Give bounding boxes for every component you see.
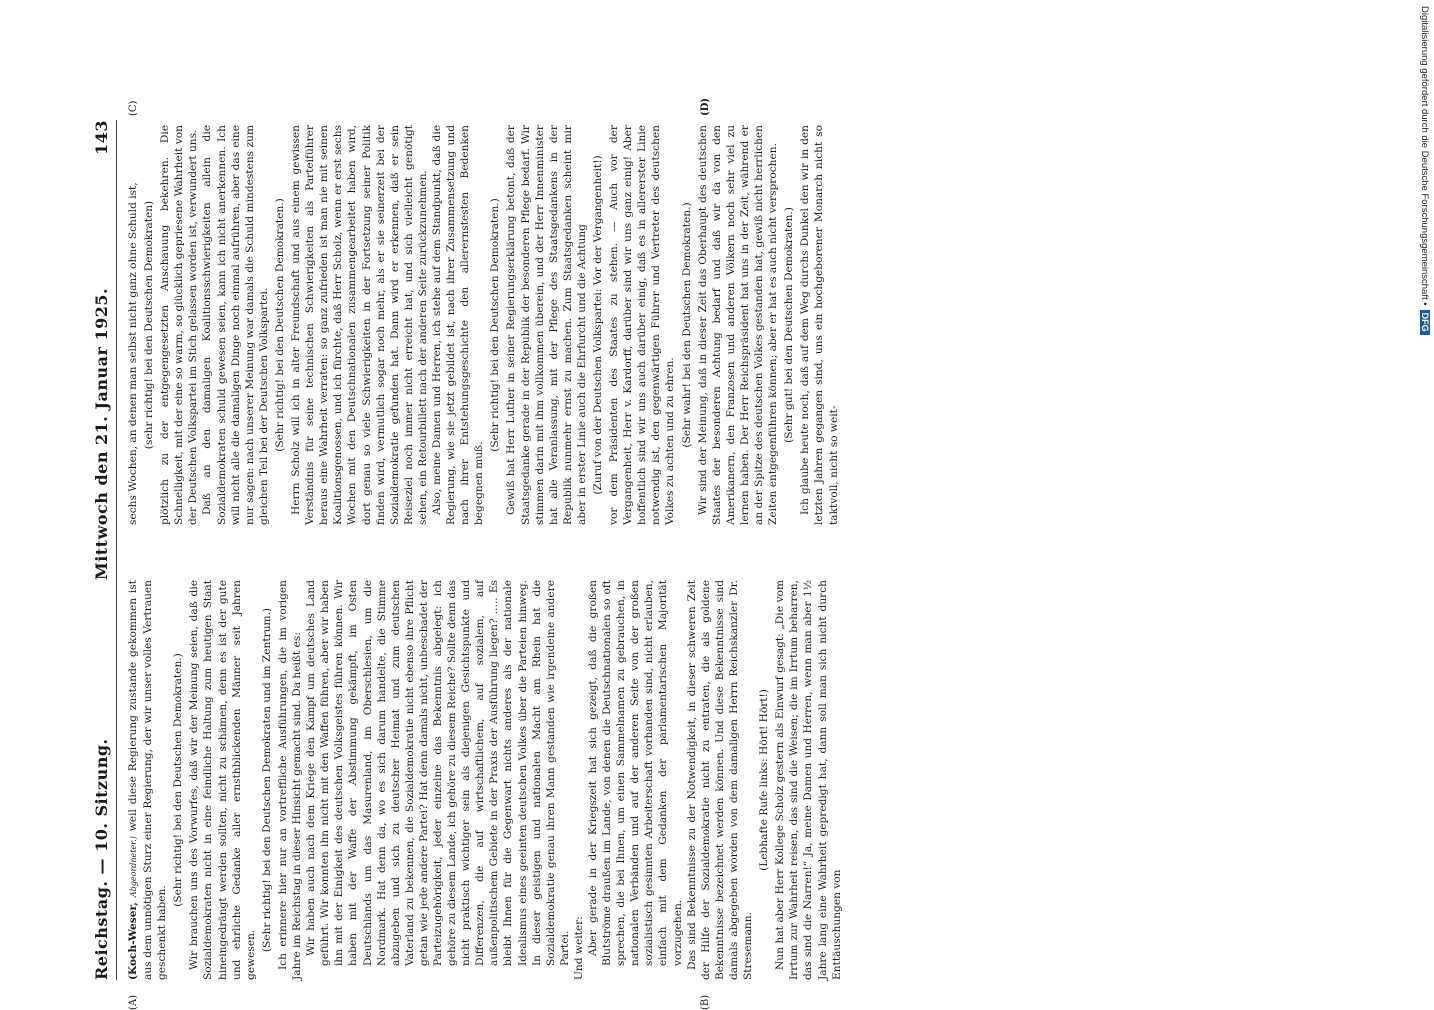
paragraph: Wir brauchen uns des Vorwurfes, daß wir der Meinung seien, daß die Sozialdemokraten nicht in eine feindliche Haltung zum heutigen Staat hineingedrängt werden sollten, nicht zu schämen, denn es ist der gute und ehrliche Gedanke aller ernsthblickenden Männer seit Jahren gewesen.	[188, 580, 257, 980]
interjection: (Sehr richtig! bei den Deutschen Demokraten.)	[273, 198, 286, 452]
digitization-credit	[1410, 0, 1432, 1000]
speaker-name: (Koch-Weser,	[127, 902, 139, 980]
speaker-note: Abgeordneter.)	[129, 836, 138, 898]
paragraph: Ich erinnere hier nur an vortreffliche Ausführungen, die im vorigen Jahre im Reichstag in dieser Hinsicht gemacht sind. Da heißt es:	[276, 580, 304, 980]
paragraph: Nun hat aber Herr Kollege Scholz gestern als Einwurf gesagt: „Die vom Irrtum zur Wahrheit reisen, das sind die Weisen; die im Irrtum beharren, das sind die Narren!“ Ja, meine Damen und Herren, wenn man aber 1½ Jahre lang eine Wahrheit gepredigt hat, dann soll man sich nicht durch Enttäuschungen von	[774, 580, 843, 980]
page-number: 143	[92, 120, 111, 155]
dfg-logo: DFG	[1420, 310, 1430, 335]
margin-marker-a: (A)	[128, 994, 139, 1010]
paragraph: Herrn Scholz will ich in alter Freundschaft und aus einem gewissen Verständnis für seine technischen Schwierigkeiten als Parteiführer heraus eine Wahrheit verraten: so ganz zufrieden ist man nie mit seinen Koalitionsgenossen, und ich fürchte, daß Herr Scholz, wenn er erst sechs Wochen mit den Deutschnationalen zusammengearbeitet haben wird, dort genau so viele Schwierigkeiten in der Fortsetzung seiner Politik finden wird, vermutlich sogar noch mehr, als er sie seinerzeit bei der Sozialdemokratie gefunden hat. Dann wird er erkennen, daß er sein Reiseziel noch immer nicht erreicht hat, und sich vielleicht genötigt sehen, ein Retourbillett nach der anderen Seite zurückzunehmen.	[290, 125, 429, 525]
rotated-page	[90, 20, 1320, 1010]
margin-marker-d: (D)	[700, 97, 711, 116]
interjection: (Sehr richtig! bei den Deutschen Demokraten.)	[489, 198, 502, 452]
header-date: Mittwoch den 21. Januar 1925.	[92, 287, 111, 580]
paragraph: Daß an den damaligen Koalitionsschwierigkeiten allein die Sozialdemokraten schuld gewesen seien, kann ich nicht anerkennen. Ich will nicht alle die damaligen Dinge noch einmal aufrühren, aber das eine nur sagen: nach unserer Meinung war damals die Schuld mindestens zum gleichen Teil bei der Deutschen Volkspartei.	[201, 125, 270, 525]
credit-text: Digitalisierung gefördert durch die Deutsche Forschungsgemeinschaft •	[1419, 6, 1430, 306]
interjection: (Sehr richtig! bei den Deutschen Demokraten und im Zentrum.)	[260, 607, 273, 953]
paragraph: Und weiter:	[572, 916, 585, 980]
quotation: Aber gerade in der Kriegszeit hat sich gezeigt, daß die großen Blutströme draußen im Lande, von denen die Deutschnationalen so oft sprechen, die bei Ihnen, um einen Sammelnamen zu gebrauchen, in nationalen Verbänden und auf der anderen Seite von der großen sozialistisch gesinnten Arbeiterschaft vorhanden sind, nicht erlauben, einfach mit dem Gedanken der parlamentarischen Majorität vorzugehen.	[587, 580, 684, 966]
paragraph: Gewiß hat Herr Luther in seiner Regierungserklärung betont, daß der Staatsgedanke gerade in der Republik der besonderen Pflege bedarf. Wir stimmen darin mit ihm vollkommen überein, und der Herr Innenminister hat alle Veranlassung, mit der Pflege des Staatsgedankens in der Republik nunmehr ernst zu machen. Zum Staatsgedanken scheint mir aber in erster Linie auch die Ehrfurcht und die Achtung	[505, 125, 588, 525]
interjection: (Sehr wahr! bei den Deutschen Demokraten.)	[680, 202, 693, 448]
paragraph: Also, meine Damen und Herren, ich stehe auf dem Standpunkt, daß die Regierung, wie sie jetzt gebildet ist, nach ihrer Zusammensetzung und nach ihrer Entstehungsgeschichte den allerernstesten Bedenken begegnen muß.	[430, 125, 486, 525]
interjection: (Zuruf von der Deutschen Volkspartei: Vor der Vergangenheit!)	[592, 155, 604, 495]
interjection: (sehr richtig! bei den Deutschen Demokraten)	[143, 200, 156, 450]
paragraph: sechs Wochen, an denen man selbst nicht ganz ohne Schuld ist,	[127, 182, 139, 525]
interjection: (Sehr richtig! bei den Deutschen Demokraten.)	[172, 653, 185, 907]
paragraph-text: weil diese Regierung zustande gekommen ist aus dem unnötigen Sturz einer Regierung, der wir unser volles Vertrauen geschenkt haben.	[127, 580, 169, 980]
header-session: Reichstag. — 10. Sitzung.	[92, 738, 111, 980]
quotation: Wir haben auch nach dem Kriege den Kampf um deutsches Land geführt. Wir konnten ihn nicht mit den Waffen führen, aber wir haben ihn mit der Einigkeit des deutschen Volksgeistes führen können. Wir haben mit der Waffe der Abstimmung gekämpft, im Osten Deutschlands um das Masurenland, im Oberschlesien, um die Nordmark. Hat denn da, wo es sich darum handelte, die Stimme abzugeben und sich zu deutscher Heimat und zum deutschen Vaterland zu bekennen, die Sozialdemokratie nicht ebenso ihre Pflicht getan wie jede andere Partei? Hat denn damals nicht, unbeschadet der Parteizugehörigkeit, jeder einzelne das Bekenntnis abgelegt: ich gehöre zu diesem Lande, ich gehöre zu diesem Reiche? Sollte denn das nicht praktisch wichtiger sein als diejenigen Gesichtspunkte und Differenzen, die auf wirtschaftlichem, auf sozialem, auf außenpolitischem Gebiete in der Praxis der Ausführung liegen? ..... Es bleibt Ihnen für die Gegenwart nichts anderes als der nationale Idealismus eines geeinten deutschen Volkes über die Parteien hinweg. In dieser geistigen und nationalen Macht am Rhein hat die Sozialdemokratie genau ihren Mann gestanden wie irgendeine andere Partei.	[305, 580, 571, 966]
paragraph	[126, 580, 169, 980]
credit-line	[1419, 6, 1430, 766]
paragraph: plötzlich zu der entgegengesetzten Anschauung bekehren. Die Schnelligkeit, mit der eine so warm, so glücklich gepriesene Wahrheit von der Deutschen Volkspartei im Stich gelassen worden ist, verwundert uns.	[159, 125, 200, 525]
paragraph: vor dem Präsidenten des Staates zu stehen. — Auch vor der Vergangenheit, Herr v. Kardorff, darüber sind wir uns ganz einig! Aber hoffentlich sind wir uns auch darüber einig, daß es in allererster Linie notwendig ist, den gegenwärtigen Führer und Vertreter des deutschen Volkes zu achten und zu ehren.	[608, 125, 677, 525]
paragraph: Ich glaube heute noch, daß auf dem Weg durchs Dunkel den wir in den letzten Jahren gegangen sind, uns ein hochgeborener Monarch nicht so taktvoll, nicht so weit-	[799, 125, 840, 525]
margin-marker-c: (C)	[128, 100, 139, 116]
text-column-left	[126, 580, 844, 980]
paragraph: Das sind Bekenntnisse zu der Notwendigkeit, in dieser schweren Zeit der Hilfe der Sozialdemokratie nicht zu entraten, die als goldene Bekenntnisse bezeichnet werden können. Und diese Bekenntnisse sind damals abgegeben worden von dem damaligen Herrn Reichskanzler Dr. Stresemann.	[685, 580, 755, 980]
interjection: (Lebhafte Rufe links: Hört! Hört!)	[758, 689, 771, 871]
text-column-right	[126, 125, 841, 525]
page-header	[90, 120, 117, 980]
margin-marker-b: (B)	[700, 994, 711, 1010]
paragraph: Wir sind der Meinung, daß in dieser Zeit das Oberhaupt des deutschen Staates der besonderen Achtung bedarf und daß wir da von den Amerikanern, den Franzosen und anderen Völkern noch sehr viel zu lernen haben. Der Herr Reichspräsident hat uns in der Zeit, während er an der Spitze des deutschen Volkes gestanden hat, gewiß nicht herrlichen Zeiten entgegenführen können; aber er hat es auch nicht versprochen.	[696, 125, 780, 525]
interjection: (Sehr gut! bei den Deutschen Demokraten.)	[783, 207, 796, 443]
